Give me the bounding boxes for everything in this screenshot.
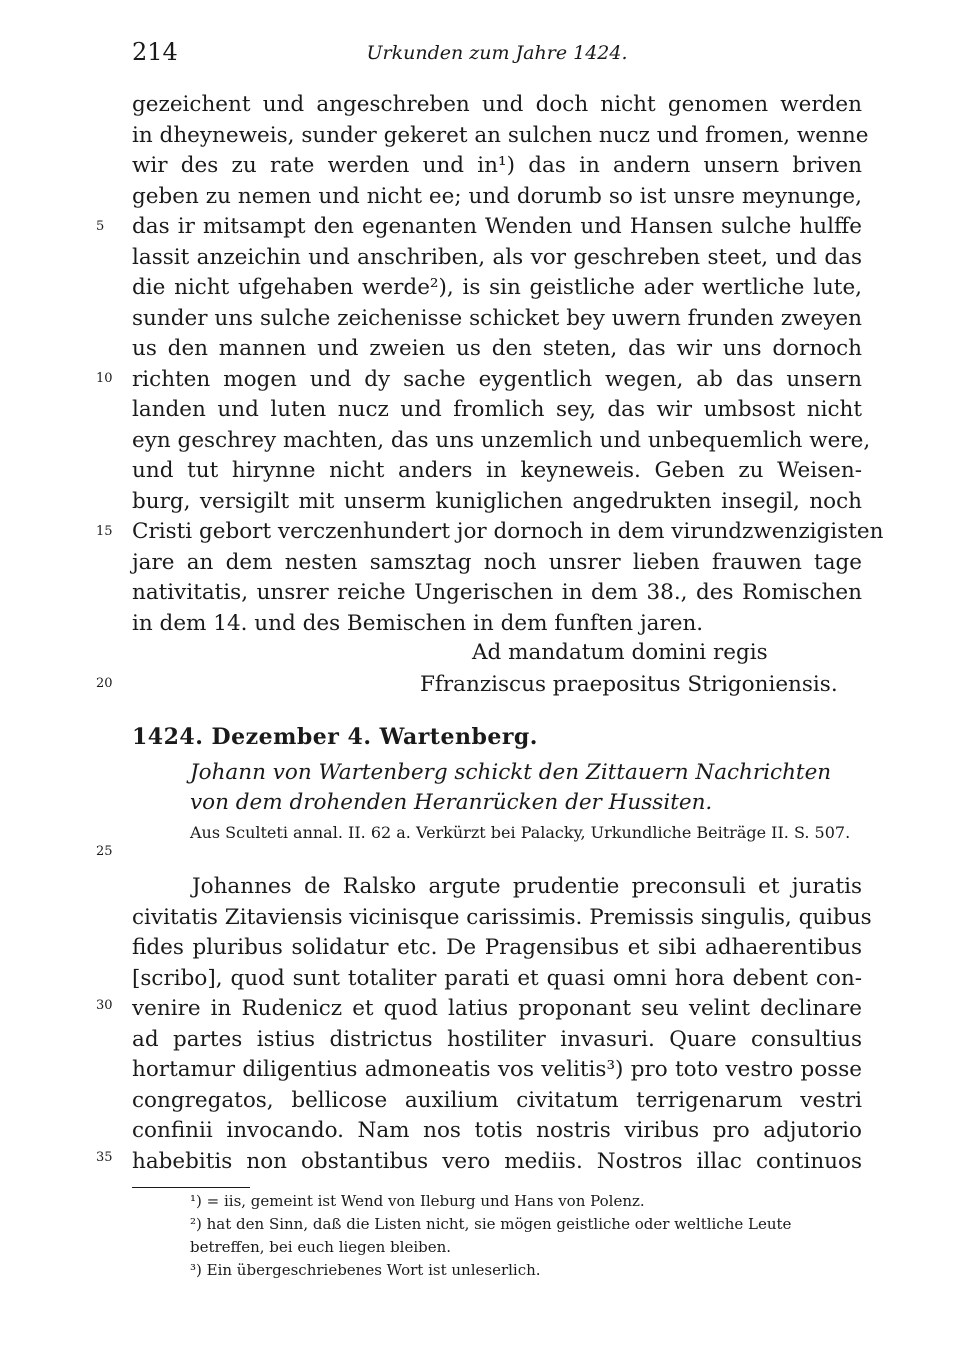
text-line: ad partes istius districtus hostiliter invasuri. Quare consultius <box>132 1026 862 1052</box>
text-line: congregatos, bellicose auxilium civitatum terrigenarum vestri <box>132 1087 862 1113</box>
text-line: [scribo], quod sunt totaliter parati et quasi omni hora debent con- <box>132 965 862 991</box>
text-line: in dheyneweis, sunder gekeret an sulchen nucz und fromen, wenne <box>132 122 869 148</box>
footnotes <box>132 1190 862 1282</box>
text-line: venire in Rudenicz et quod latius proponant seu velint declinare <box>132 996 862 1021</box>
text-line: jare an dem nesten samsztag noch unsrer lieben frauwen tage <box>132 549 862 575</box>
footnote: ²) hat den Sinn, daß die Listen nicht, sie mögen geistliche oder weltliche Leute betreffen, bei euch liegen bleiben. <box>190 1215 792 1256</box>
text-line: richten mogen und dy sache eygentlich wegen, ab das unsern <box>132 366 862 392</box>
text-line: landen und luten nucz und fromlich sey, das wir umbsost nicht <box>132 397 862 422</box>
line-number: 25 <box>96 844 113 859</box>
text-line: geben zu nemen und nicht ee; und dorumb so ist unsre meynunge, <box>132 183 862 209</box>
text-line: lassit anzeichin und anschriben, als vor geschreben steet, und das <box>132 244 862 270</box>
line-number: 15 <box>96 524 113 539</box>
text-line: civitatis Zitaviensis vicinisque carissimis. Premissis singulis, quibus <box>132 904 872 930</box>
line-number: 5 <box>96 219 105 234</box>
footnote-rule <box>132 1187 250 1188</box>
line-number: 30 <box>96 998 113 1013</box>
signature-line-1: Ad mandatum domini regis <box>472 640 768 665</box>
text-line: fides pluribus solidatur etc. De Pragensibus et sibi adhaerentibus <box>132 935 862 960</box>
text-line: hortamur diligentius admoneatis vos velitis³) pro toto vestro posse <box>132 1057 862 1082</box>
line-number: 20 <box>96 676 113 691</box>
text-line: gezeichent und angeschreben und doch nicht genomen werden <box>132 92 862 117</box>
page-header <box>132 38 862 72</box>
text-line: burg, versigilt mit unserm kuniglichen angedrukten insegil, noch <box>132 488 862 514</box>
page-number: 214 <box>132 38 178 66</box>
text-line: Cristi gebort verczenhundert jor dornoch in dem virundzwenzigisten <box>132 519 884 544</box>
main-text-part1 <box>132 90 884 639</box>
line-number: 35 <box>96 1150 113 1165</box>
main-text-part2 <box>132 872 872 1177</box>
signature-line-2: Ffranziscus praepositus Strigoniensis. <box>420 672 838 697</box>
text-line: nativitatis, unsrer reiche Ungerischen in dem 38., des Romischen <box>132 580 862 605</box>
text-line: in dem 14. und des Bemischen in dem funften jaren. <box>132 610 704 636</box>
text-line: sunder uns sulche zeichenisse schicket bey uwern frunden zweyen <box>132 305 862 331</box>
text-line: das ir mitsampt den egenanten Wenden und Hansen sulche hulffe <box>132 214 862 239</box>
text-line: us den mannen und zweien us den steten, das wir uns dornoch <box>132 336 862 361</box>
regest-summary: Johann von Wartenberg schickt den Zittauern Nachrichten von dem drohenden Heranrücken der Hussiten. <box>190 760 832 815</box>
text-line: eyn geschrey machten, das uns unzemlich und unbequemlich were, <box>132 427 871 453</box>
footnote: ³) Ein übergeschriebenes Wort ist unleserlich. <box>190 1261 541 1279</box>
text-line: Johannes de Ralsko argute prudentie preconsuli et juratis <box>192 874 862 899</box>
footnote: ¹) = iis, gemeint ist Wend von Ileburg und Hans von Polenz. <box>190 1192 645 1210</box>
running-title: Urkunden zum Jahre 1424. <box>366 42 628 64</box>
line-number: 10 <box>96 371 113 386</box>
document-heading: 1424. Dezember 4. Wartenberg. <box>132 724 538 750</box>
source-note: Aus Sculteti annal. II. 62 a. Verkürzt bei Palacky, Urkundliche Beiträge II. S. 507. <box>190 823 851 842</box>
text-line: und tut hirynne nicht anders in keyneweis. Geben zu Weisen- <box>132 458 862 483</box>
text-line: confinii invocando. Nam nos totis nostris viribus pro adjutorio <box>132 1118 862 1143</box>
text-line: die nicht ufgehaben werde²), is sin geistliche ader wertliche lute, <box>132 275 862 300</box>
text-line: habebitis non obstantibus vero mediis. Nostros illac continuos <box>132 1148 862 1174</box>
text-line: wir des zu rate werden und in¹) das in andern unsern briven <box>132 153 862 178</box>
